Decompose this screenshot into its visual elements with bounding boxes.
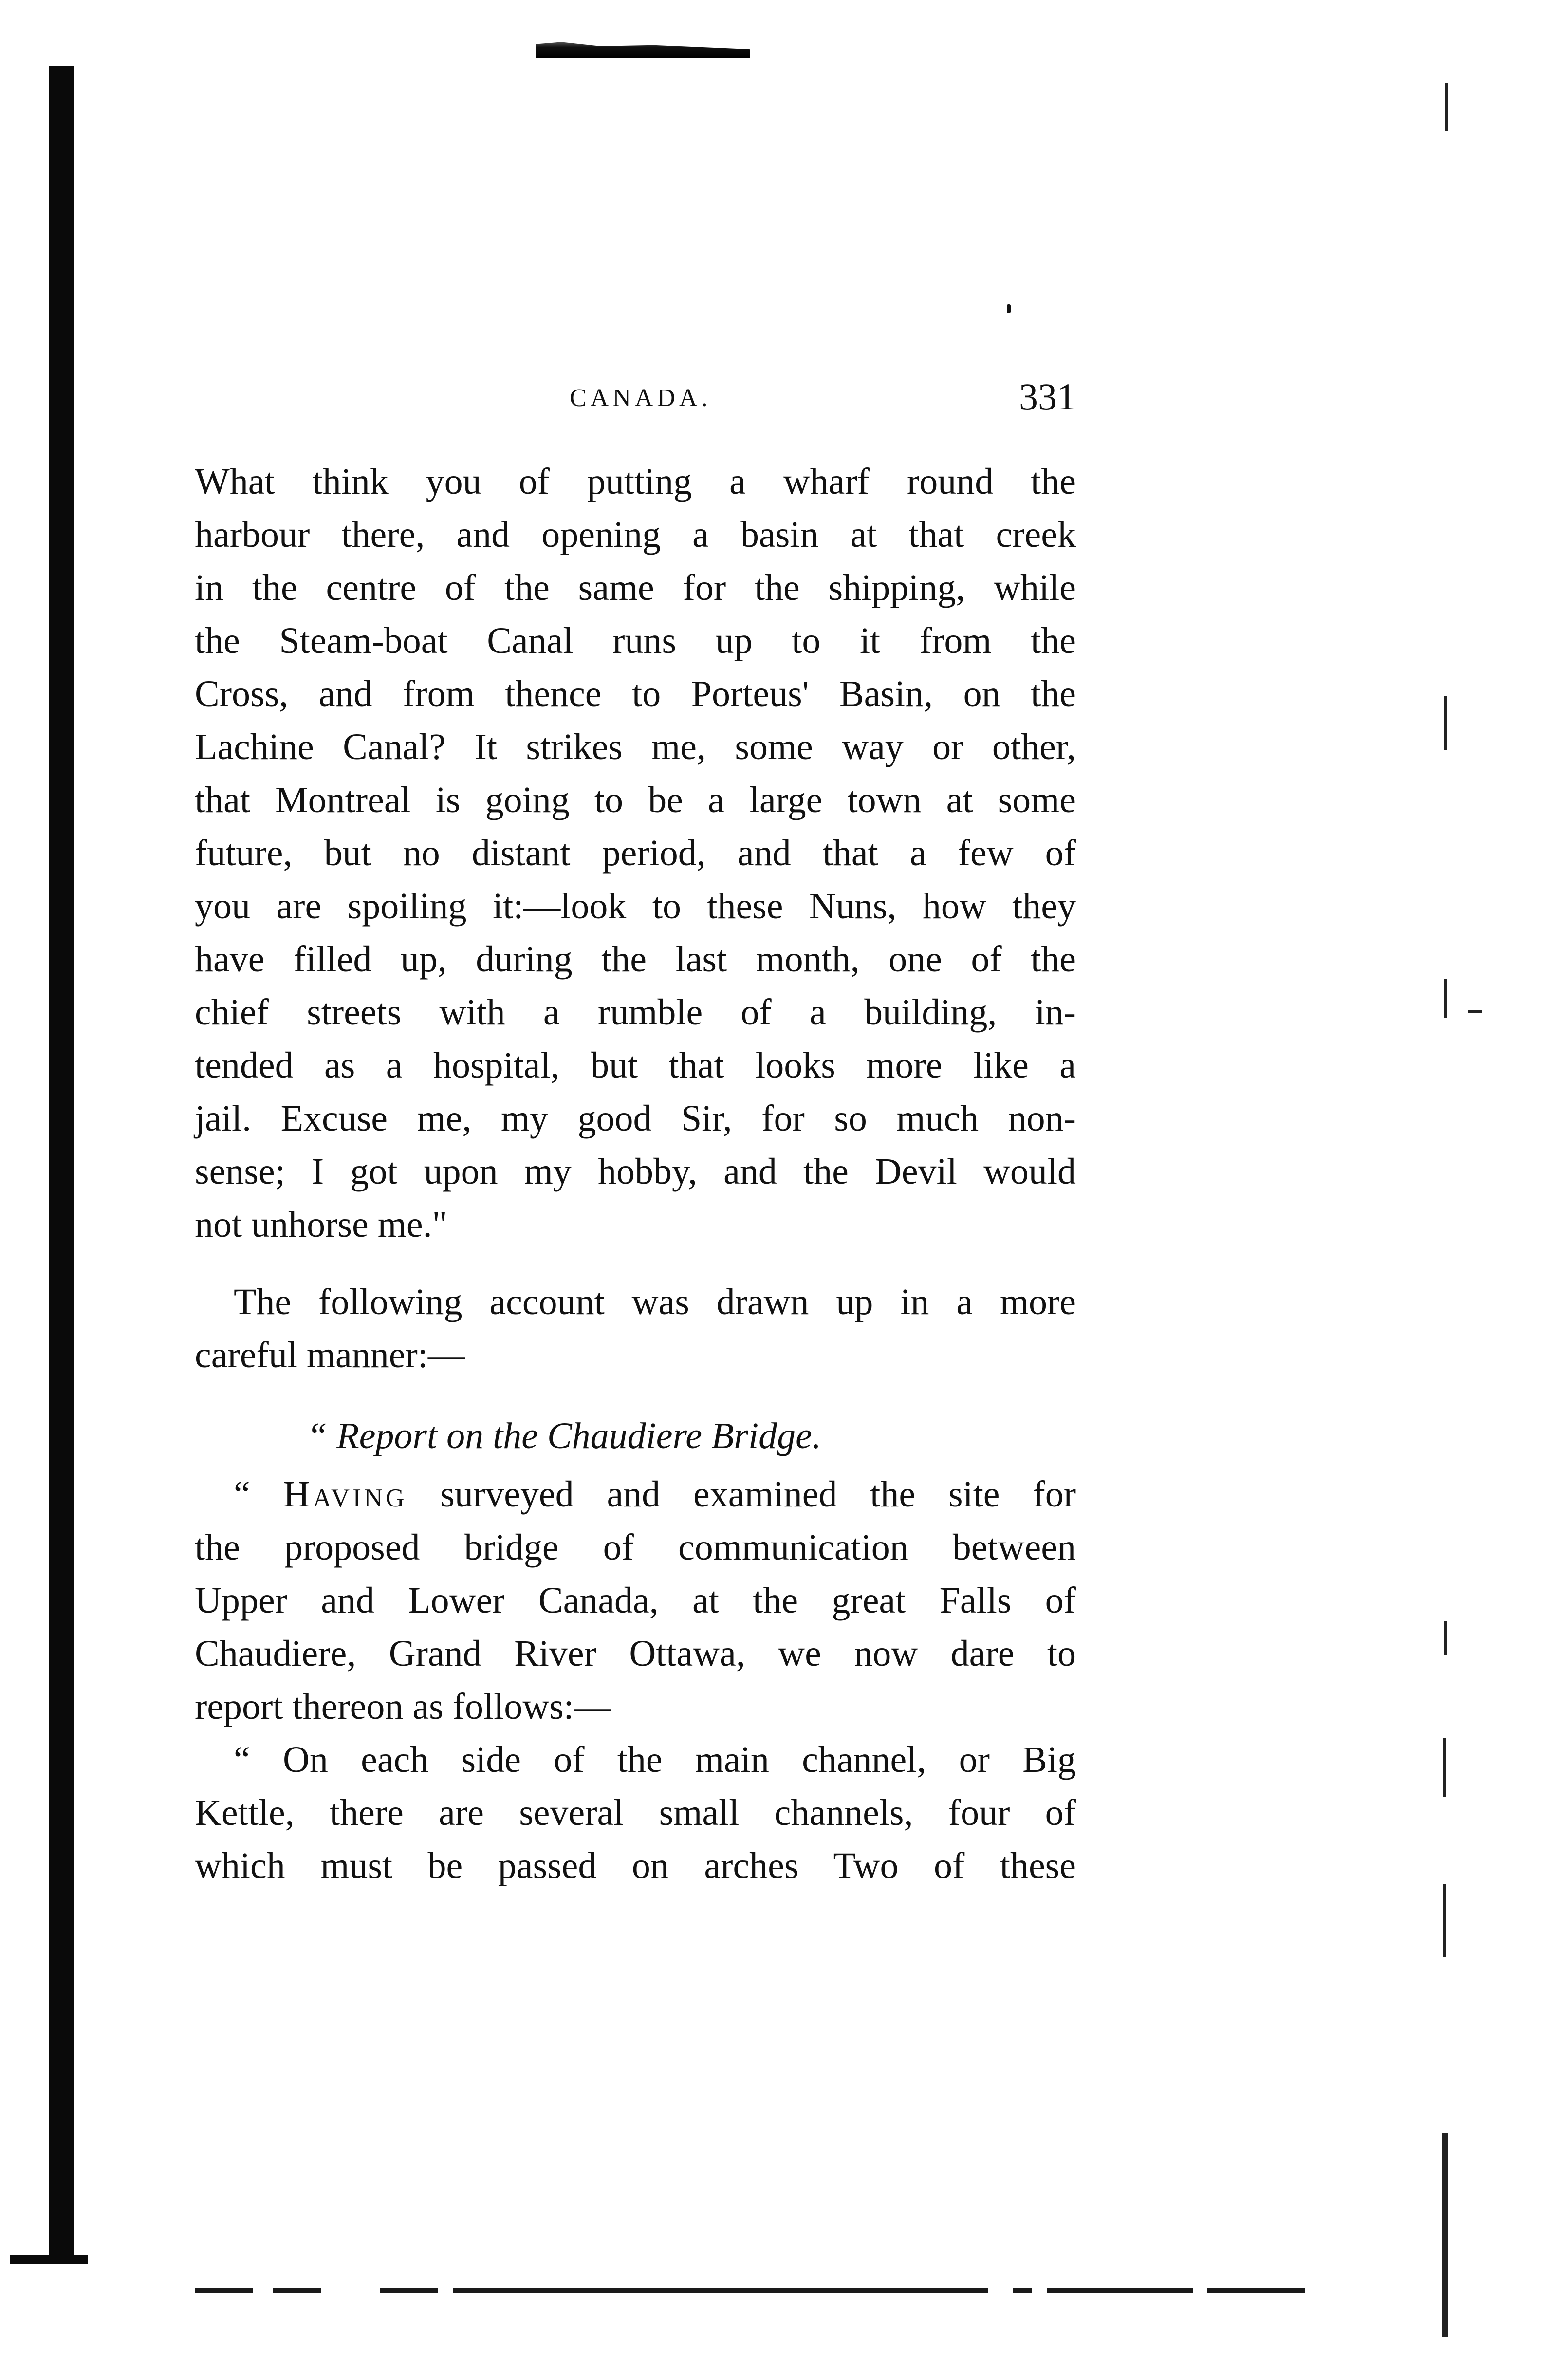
text-line: tended as a hospital, but that looks more like a <box>195 1045 1076 1086</box>
text-line: careful manner:— <box>195 1335 465 1376</box>
running-head <box>195 375 1076 419</box>
text-line: jail. Excuse me, my good Sir, for so much non- <box>195 1098 1076 1139</box>
bottom-scan-rule <box>1013 2288 1032 2293</box>
bottom-scan-rule <box>195 2288 253 2293</box>
report-heading: “ Report on the Chaudiere Bridge. <box>307 1415 821 1456</box>
text-line: the Steam-boat Canal runs up to it from the <box>195 620 1076 661</box>
first-line-rest: surveyed and examined the site for <box>407 1474 1076 1515</box>
bottom-scan-rule <box>380 2288 438 2293</box>
page-edge-marks <box>1439 73 1458 2361</box>
text-line: Lachine Canal? It strikes me, some way or other, <box>195 726 1076 767</box>
text-line: The following account was drawn up in a more <box>234 1282 1076 1322</box>
text-line: future, but no distant period, and that a few of <box>195 833 1076 874</box>
text-line: Kettle, there are several small channels, four of <box>195 1792 1076 1833</box>
text-line: “ On each side of the main channel, or Big <box>234 1739 1076 1780</box>
text-line: the proposed bridge of communication between <box>195 1527 1076 1568</box>
text-line: Upper and Lower Canada, at the great Falls of <box>195 1580 1076 1621</box>
paragraph-report-intro <box>195 1468 1076 1733</box>
stray-mark <box>1007 304 1011 313</box>
page-number: 331 <box>1019 375 1076 418</box>
text-line: What think you of putting a wharf round the <box>195 461 1076 502</box>
paragraph-letter-continuation <box>195 455 1076 1251</box>
text-line: have filled up, during the last month, one of the <box>195 939 1076 980</box>
text-line: in the centre of the same for the shipping, while <box>195 567 1076 608</box>
text-line: not unhorse me." <box>195 1204 447 1245</box>
text-line: chief streets with a rumble of a building, in- <box>195 992 1076 1033</box>
bottom-scan-rule <box>1047 2288 1193 2293</box>
text-line: sense; I got upon my hobby, and the Devil would <box>195 1151 1076 1192</box>
lead-word: Having <box>283 1474 407 1515</box>
open-quote: “ <box>234 1474 283 1515</box>
text-line: Cross, and from thence to Porteus' Basin, on the <box>195 673 1076 714</box>
text-line: you are spoiling it:—look to these Nuns, how they <box>195 886 1076 927</box>
binding-shadow <box>49 66 74 2257</box>
text-line: which must be passed on arches Two of these <box>195 1845 1076 1886</box>
text-line: that Montreal is going to be a large town at some <box>195 780 1076 820</box>
scan-smudge <box>536 38 750 58</box>
report-heading-block <box>195 1410 1076 1463</box>
text-line-first <box>195 1468 1076 1521</box>
bottom-scan-rule <box>273 2288 321 2293</box>
text-line: harbour there, and opening a basin at that creek <box>195 514 1076 555</box>
text-line: Chaudiere, Grand River Ottawa, we now dare to <box>195 1633 1076 1674</box>
paragraph-following-account <box>195 1276 1076 1382</box>
text-line: report thereon as follows:— <box>195 1686 611 1727</box>
paragraph-channels <box>195 1733 1076 1893</box>
binding-shadow-foot <box>10 2255 88 2264</box>
bottom-scan-rule <box>453 2288 988 2293</box>
running-head-title: CANADA. <box>570 384 712 412</box>
bottom-scan-rule <box>1207 2288 1305 2293</box>
